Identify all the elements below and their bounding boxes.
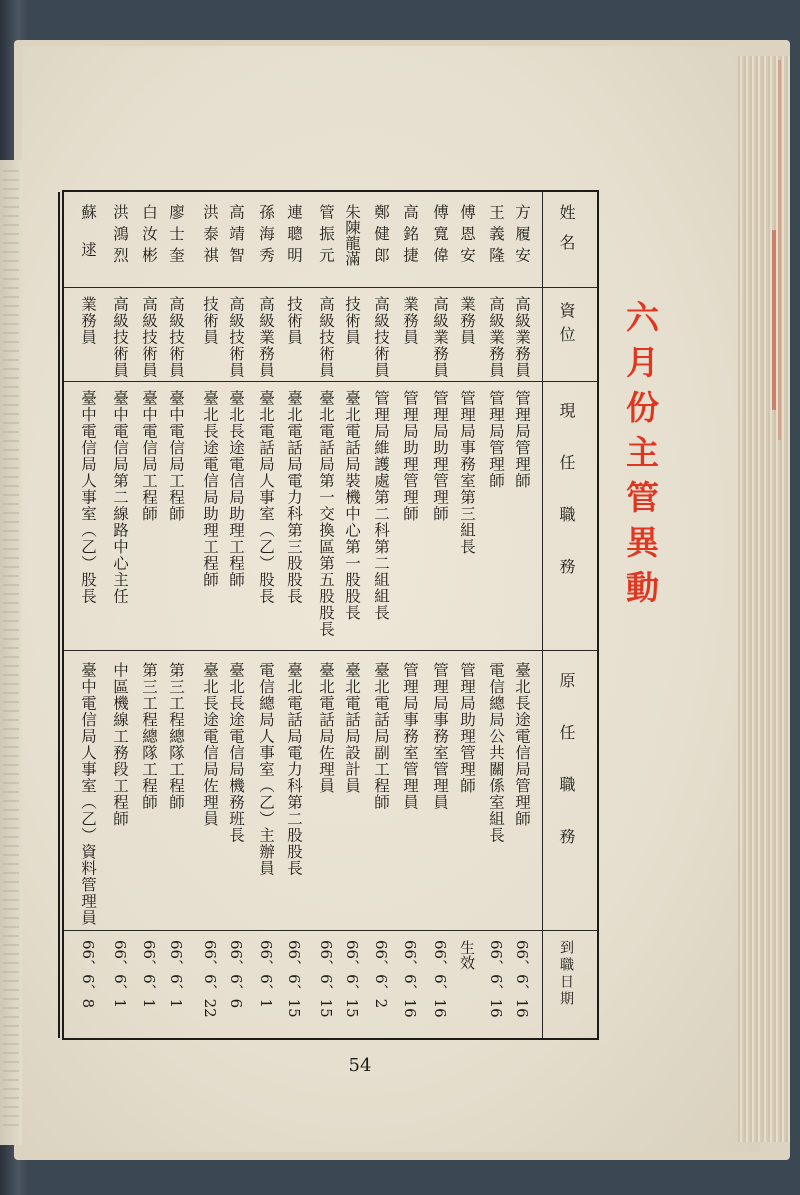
row-name: 洪泰祺 — [201, 204, 219, 269]
row-current: 臺中電信局人事室（乙）股長 — [79, 390, 97, 605]
row-rank: 高級業務員 — [431, 296, 449, 379]
row-current: 臺北長途電信局助理工程師 — [227, 390, 245, 588]
row-current: 臺北電話局裝機中心第一股股長 — [343, 390, 361, 621]
header-former: 原任職務 — [557, 672, 576, 880]
row-former: 臺北電話局佐理員 — [317, 662, 335, 794]
row-current: 臺北電話局電力科第三股股長 — [285, 390, 303, 605]
row-date: 66、6、8 — [79, 940, 97, 1009]
row-date: 66、6、2 — [372, 940, 390, 1009]
row-name: 洪鴻烈 — [111, 204, 129, 269]
row-current: 臺中電信局第二線路中心主任 — [111, 390, 129, 605]
page-number: 54 — [348, 1055, 372, 1076]
row-date: 66、6、1 — [140, 940, 158, 1009]
row-rank: 高級技術員 — [167, 296, 185, 379]
row-date: 生效 — [458, 940, 476, 970]
rule-former-date — [64, 930, 597, 931]
row-former: 臺中電信局人事室（乙）資料管理員 — [79, 662, 97, 926]
row-rank: 高級技術員 — [317, 296, 335, 379]
row-former: 管理局助理管理師 — [458, 662, 476, 794]
row-rank: 業務員 — [458, 296, 476, 346]
row-current: 臺中電信局工程師 — [140, 390, 158, 522]
row-current: 管理局事務室第三組長 — [458, 390, 476, 555]
row-former: 臺北電話局電力科第二股股長 — [285, 662, 303, 877]
page-title: 六月份主管異動 — [621, 300, 660, 615]
page-edge-mark — [772, 230, 776, 410]
row-former: 臺北長途電信局機務班長 — [227, 662, 245, 844]
row-rank: 高級業務員 — [257, 296, 275, 379]
row-current: 臺北長途電信局助理工程師 — [201, 390, 219, 588]
row-former: 中區機線工務段工程師 — [111, 662, 129, 827]
rule-rank-current — [64, 381, 597, 382]
row-date: 66、6、1 — [111, 940, 129, 1009]
personnel-table — [62, 190, 599, 1040]
row-former: 第三工程總隊工程師 — [167, 662, 185, 811]
row-current: 管理局助理管理師 — [401, 390, 419, 522]
row-name: 傅寬偉 — [431, 204, 449, 269]
row-date: 66、6、16 — [431, 940, 449, 1018]
row-former: 電信總局人事室（乙）主辦員 — [257, 662, 275, 877]
row-date: 66、6、16 — [513, 940, 531, 1018]
row-rank: 高級業務員 — [513, 296, 531, 379]
row-rank: 技術員 — [201, 296, 219, 346]
row-name: 高銘捷 — [401, 204, 419, 269]
row-date: 66、6、1 — [167, 940, 185, 1009]
row-rank: 技術員 — [285, 296, 303, 346]
row-rank: 業務員 — [79, 296, 97, 346]
row-name: 高靖智 — [227, 204, 245, 269]
row-name: 鄭健郎 — [372, 204, 390, 269]
header-date: 到職日期 — [558, 940, 574, 1008]
row-name: 管振元 — [317, 204, 335, 269]
row-current: 臺中電信局工程師 — [167, 390, 185, 522]
page-edges — [738, 56, 790, 1142]
row-date: 66、6、22 — [201, 940, 219, 1018]
row-current: 管理局管理師 — [513, 390, 531, 489]
row-date: 66、6、15 — [317, 940, 335, 1018]
row-former: 管理局事務室管理員 — [401, 662, 419, 811]
row-date: 66、6、15 — [343, 940, 361, 1018]
row-name: 廖士奎 — [167, 204, 185, 269]
header-rank: 資位 — [557, 302, 576, 350]
row-current: 管理局維護處第二科第二組組長 — [372, 390, 390, 621]
row-date: 66、6、16 — [487, 940, 505, 1018]
rule-current-former — [64, 650, 597, 651]
row-name: 傅恩安 — [458, 204, 476, 269]
row-rank: 高級技術員 — [372, 296, 390, 379]
row-rank: 高級技術員 — [227, 296, 245, 379]
row-former: 臺北長途電信局管理師 — [513, 662, 531, 827]
row-date: 66、6、16 — [401, 940, 419, 1018]
row-name: 孫海秀 — [257, 204, 275, 269]
row-current: 臺北電話局第一交換區第五股股長 — [317, 390, 335, 638]
page-edge-mark-2 — [778, 60, 781, 440]
row-former: 臺北長途電信局佐理員 — [201, 662, 219, 827]
row-current: 臺北電話局人事室（乙）股長 — [257, 390, 275, 605]
row-former: 電信總局公共關係室組長 — [487, 662, 505, 844]
row-name: 朱陳龍滿 — [343, 204, 361, 266]
previous-page-edge — [0, 160, 22, 1145]
row-name: 連聰明 — [285, 204, 303, 269]
row-former: 第三工程總隊工程師 — [140, 662, 158, 811]
row-name: 方履安 — [513, 204, 531, 269]
header-name: 姓名 — [557, 204, 576, 264]
row-rank: 技術員 — [343, 296, 361, 346]
row-current: 管理局管理師 — [487, 390, 505, 489]
header-current: 現任職務 — [557, 402, 576, 610]
row-name: 蘇逑 — [79, 204, 97, 279]
row-former: 臺北電話局設計員 — [343, 662, 361, 794]
row-date: 66、6、15 — [285, 940, 303, 1018]
row-former: 臺北電話局副工程師 — [372, 662, 390, 811]
row-rank: 高級技術員 — [140, 296, 158, 379]
row-name: 白汝彬 — [140, 204, 158, 269]
rule-header-column — [542, 192, 543, 1038]
row-name: 王義隆 — [487, 204, 505, 269]
row-rank: 業務員 — [401, 296, 419, 346]
rule-name-rank — [64, 287, 597, 288]
row-rank: 高級業務員 — [487, 296, 505, 379]
row-date: 66、6、6 — [227, 940, 245, 1009]
row-current: 管理局助理管理師 — [431, 390, 449, 522]
row-date: 66、6、1 — [257, 940, 275, 1009]
row-rank: 高級技術員 — [111, 296, 129, 379]
row-former: 管理局事務室管理員 — [431, 662, 449, 811]
